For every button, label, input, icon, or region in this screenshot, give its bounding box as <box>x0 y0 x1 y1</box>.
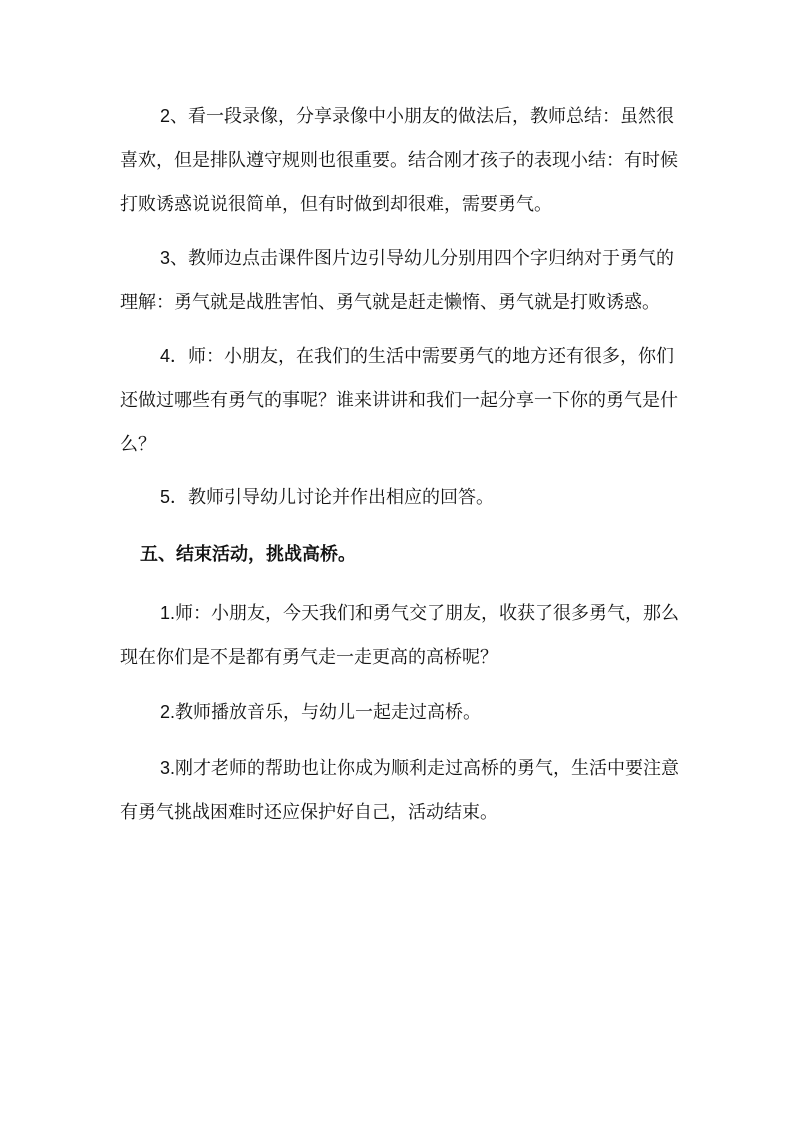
item-number: 1. <box>160 603 176 623</box>
paragraph-number: 5 <box>160 487 171 507</box>
paragraph-2 <box>120 94 680 227</box>
item-number: 2. <box>160 702 176 722</box>
paragraph-5 <box>120 475 680 520</box>
section-heading: 五、结束活动，挑战高桥。 <box>140 544 356 565</box>
paragraph-text: 、教师边点击课件图片边引导幼儿分别用四个字归纳对于勇气的理解：勇气就是战胜害怕、勇气就是赶走懒惰、勇气就是打败诱惑。 <box>120 248 675 313</box>
paragraph-number: 2 <box>160 106 171 126</box>
item-text: 教师播放音乐，与幼儿一起走过高桥。 <box>175 702 482 723</box>
section-item-3 <box>120 746 680 835</box>
paragraph-text: 、看一段录像，分享录像中小朋友的做法后，教师总结：虽然很喜欢，但是排队遵守规则也很重要。结合刚才孩子的表现小结：有时候打败诱惑说说很简单，但有时做到却很难，需要勇气。 <box>120 106 678 215</box>
item-text: 师：小朋友，今天我们和勇气交了朋友，收获了很多勇气，那么现在你们是不是都有勇气走一走更高的高桥呢？ <box>120 603 680 668</box>
item-number: 3. <box>160 758 176 778</box>
paragraph-text: ．师：小朋友，在我们的生活中需要勇气的地方还有很多，你们还做过哪些有勇气的事呢？谁来讲讲和我们一起分享一下你的勇气是什么？ <box>120 346 678 455</box>
paragraph-number: 4 <box>160 346 171 366</box>
paragraph-3 <box>120 236 680 325</box>
paragraph-4 <box>120 334 680 467</box>
paragraph-number: 3 <box>160 248 171 268</box>
section-item-2 <box>120 690 680 735</box>
section-item-1 <box>120 591 680 680</box>
item-text: 刚才老师的帮助也让你成为顺利走过高桥的勇气，生活中要注意有勇气挑战困难时还应保护好自己，活动结束。 <box>120 758 680 823</box>
paragraph-text: ．教师引导幼儿讨论并作出相应的回答。 <box>170 487 495 508</box>
